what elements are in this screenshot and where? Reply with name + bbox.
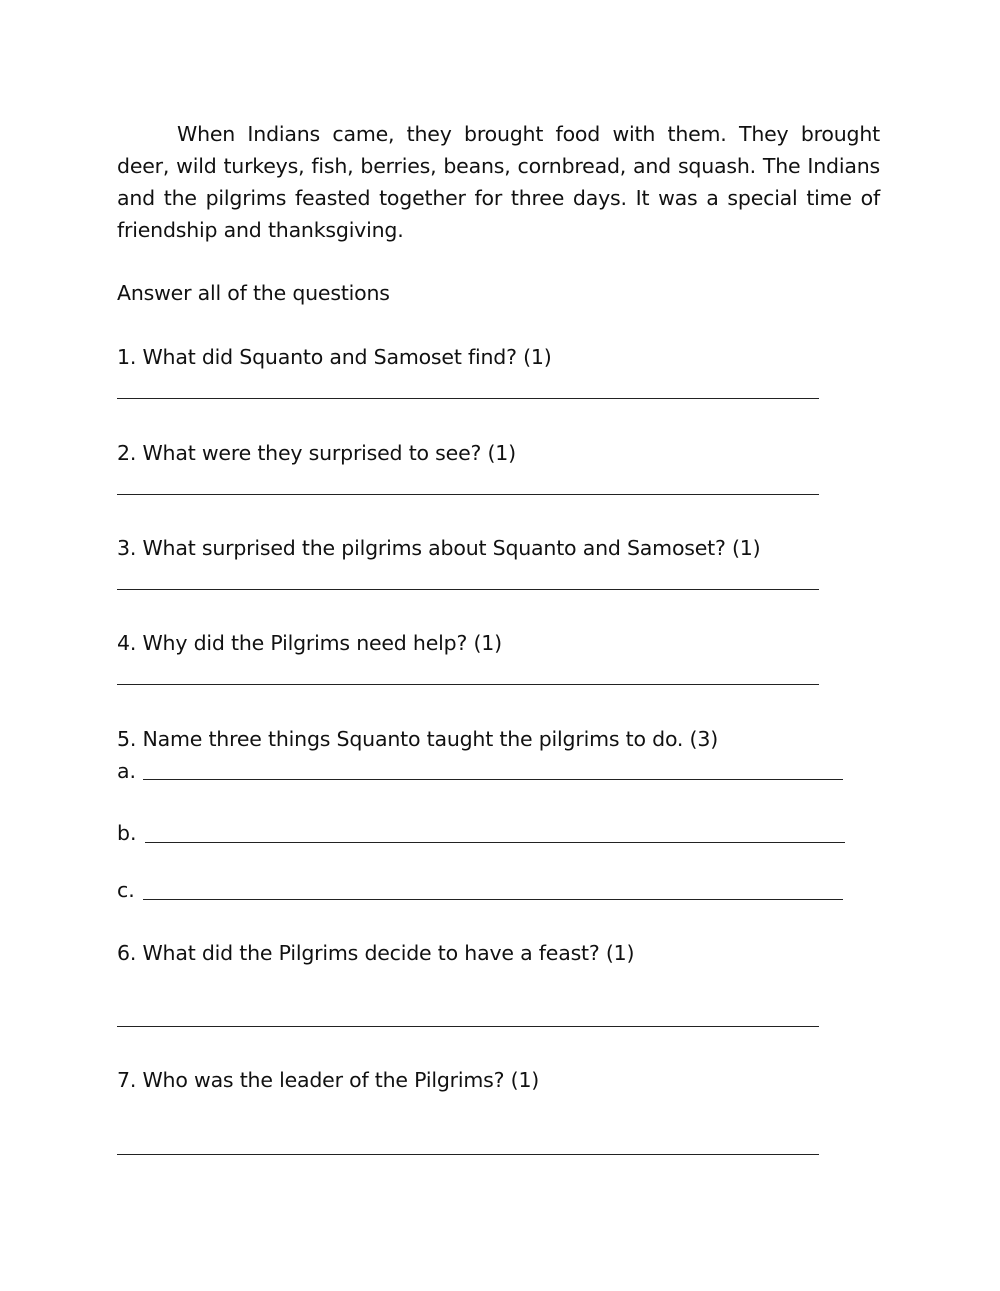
answer-line-6[interactable] <box>117 1026 819 1027</box>
question-1: 1. What did Squanto and Samoset find? (1) <box>117 345 552 369</box>
answer-line-5b[interactable] <box>145 842 845 843</box>
answer-line-4[interactable] <box>117 684 819 685</box>
answer-line-7[interactable] <box>117 1154 819 1155</box>
question-3: 3. What surprised the pilgrims about Squanto and Samoset? (1) <box>117 536 761 560</box>
answer-line-2[interactable] <box>117 494 819 495</box>
question-7: 7. Who was the leader of the Pilgrims? (1) <box>117 1068 540 1092</box>
sub-answer-label-a: a. <box>117 759 137 783</box>
question-2: 2. What were they surprised to see? (1) <box>117 441 516 465</box>
question-5: 5. Name three things Squanto taught the pilgrims to do. (3) <box>117 727 718 751</box>
question-4: 4. Why did the Pilgrims need help? (1) <box>117 631 502 655</box>
answer-line-3[interactable] <box>117 589 819 590</box>
instructions: Answer all of the questions <box>117 281 390 305</box>
answer-line-5c[interactable] <box>143 899 843 900</box>
sub-answer-label-b: b. <box>117 821 137 845</box>
question-6: 6. What did the Pilgrims decide to have a feast? (1) <box>117 941 635 965</box>
reading-passage: When Indians came, they brought food with them. They brought deer, wild turkeys, fish, berries, beans, cornbread, and squash. The Indians and the pilgrims feasted together for three days. It was a special time of friendship and thanksgiving. <box>117 122 880 242</box>
answer-line-5a[interactable] <box>143 779 843 780</box>
sub-answer-label-c: c. <box>117 878 135 902</box>
answer-line-1[interactable] <box>117 398 819 399</box>
